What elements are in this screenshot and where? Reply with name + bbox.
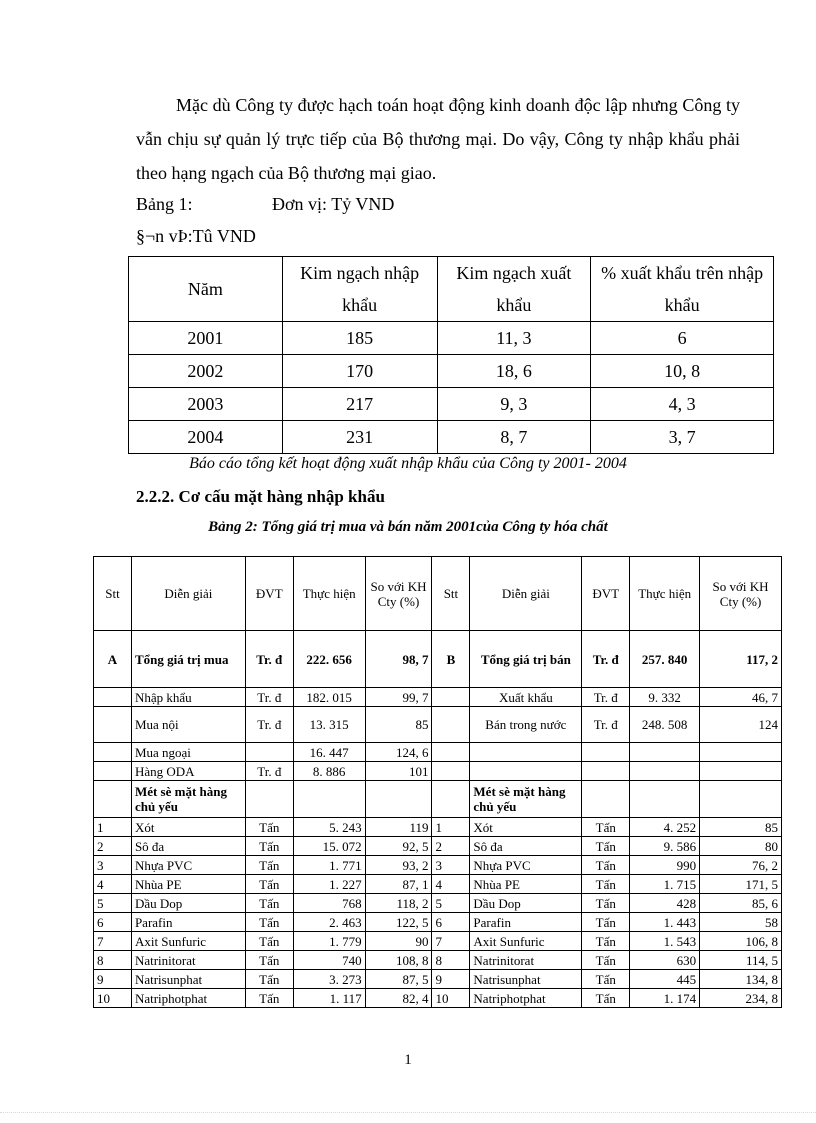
cell: Natriphotphat [470,989,582,1008]
cell: Tấn [245,970,293,989]
cell: 2 [432,837,470,856]
table-row [94,762,782,781]
cell: Parafin [470,913,582,932]
cell: Tấn [245,837,293,856]
cell: 7 [94,932,132,951]
cell [470,762,582,781]
cell: Mua ngoại [131,743,245,762]
cell: 93, 2 [365,856,432,875]
cell: Parafin [131,913,245,932]
cell: 3. 273 [293,970,365,989]
cell [700,781,782,818]
cell: 990 [630,856,700,875]
cell: 87, 5 [365,970,432,989]
cell [630,762,700,781]
header-cell: Thực hiện [630,557,700,631]
cell: 15. 072 [293,837,365,856]
cell: Bán trong nước [470,707,582,743]
table1-label: Bảng 1: [136,194,193,214]
table2-header [94,557,782,631]
cell: Nhập khẩu [131,688,245,707]
cell: 428 [630,894,700,913]
cell [582,781,630,818]
group-label-row [94,781,782,818]
cell: 8 [432,951,470,970]
cell: Xuất khẩu [470,688,582,707]
cell: 170 [282,355,437,388]
header-cell: Stt [432,557,470,631]
cell: Natrinitorat [131,951,245,970]
purchase-sales-table [93,556,782,1008]
cell: 3 [432,856,470,875]
cell: 3 [94,856,132,875]
cell: Natrinitorat [470,951,582,970]
table-row [129,421,774,454]
cell: Tr. đ [582,688,630,707]
table-row [94,856,782,875]
cell: 101 [365,762,432,781]
cell [94,762,132,781]
cell: 222. 656 [293,631,365,688]
cell: Tấn [582,913,630,932]
cell: 124, 6 [365,743,432,762]
cell: 92, 5 [365,837,432,856]
cell: 122, 5 [365,913,432,932]
cell: 2. 463 [293,913,365,932]
cell: 98, 7 [365,631,432,688]
cell [293,781,365,818]
cell [245,781,293,818]
cell: 1. 771 [293,856,365,875]
table-row [94,970,782,989]
cell: Tổng giá trị bán [470,631,582,688]
cell: 1. 227 [293,875,365,894]
cell: 182. 015 [293,688,365,707]
cell: 10, 8 [591,355,774,388]
intro-paragraph: Mặc dù Công ty được hạch toán hoạt động kinh doanh độc lập nhưng Công ty vẫn chịu sự quản lý trực tiếp của Bộ thương mại. Do vậy, Công ty nhập khẩu phải theo hạng ngạch của Bộ thương mại giao. [136,95,740,183]
cell [432,688,470,707]
cell: Axit Sunfuric [470,932,582,951]
cell: 217 [282,388,437,421]
cell: 171, 5 [700,875,782,894]
cell: 10 [432,989,470,1008]
cell: 630 [630,951,700,970]
cell: Tấn [582,989,630,1008]
cell [94,743,132,762]
cell: Nhùa PE [131,875,245,894]
table2-caption: Bảng 2: Tổng giá trị mua và bán năm 2001của Công ty hóa chất [208,519,608,535]
header-ratio: % xuất khẩu trên nhập khẩu [591,257,774,322]
cell: Tấn [245,913,293,932]
cell: 124 [700,707,782,743]
cell: 234, 8 [700,989,782,1008]
table-row [94,875,782,894]
cell: Tấn [582,894,630,913]
cell: Tấn [245,856,293,875]
cell: Natrisunphat [131,970,245,989]
cell: 768 [293,894,365,913]
cell: Tấn [245,818,293,837]
cell: Natriphotphat [131,989,245,1008]
cell: 6 [94,913,132,932]
header-cell: ĐVT [245,557,293,631]
cell [94,781,132,818]
header-cell: So với KH Cty (%) [700,557,782,631]
cell: 4, 3 [591,388,774,421]
cell: 85 [365,707,432,743]
cell: 13. 315 [293,707,365,743]
cell: Tr. đ [582,631,630,688]
cell: 1. 443 [630,913,700,932]
cell: Natrisunphat [470,970,582,989]
cell: Tấn [582,818,630,837]
cell: Dầu Dop [131,894,245,913]
cell: 740 [293,951,365,970]
cell: Tấn [582,875,630,894]
cell: 9 [432,970,470,989]
cell: 18, 6 [437,355,591,388]
cell: Tr. đ [245,688,293,707]
cell: 46, 7 [700,688,782,707]
cell: 248. 508 [630,707,700,743]
cell: 1. 779 [293,932,365,951]
header-cell: Thực hiện [293,557,365,631]
cell: 118, 2 [365,894,432,913]
table-row [94,951,782,970]
total-row [94,631,782,688]
cell: 9. 586 [630,837,700,856]
table-row [94,932,782,951]
cell [582,762,630,781]
cell: 4 [432,875,470,894]
cell [245,743,293,762]
cell: 185 [282,322,437,355]
header-year: Năm [129,257,283,322]
cell: 8 [94,951,132,970]
cell: 85, 6 [700,894,782,913]
page-bottom-rule [0,1112,816,1113]
cell: Hàng ODA [131,762,245,781]
table-row [129,388,774,421]
cell: Tấn [245,875,293,894]
cell: Tấn [245,932,293,951]
table1-unit: Đơn vị: Tỷ VND [272,194,395,214]
cell [432,707,470,743]
cell: Nhựa PVC [470,856,582,875]
cell [700,762,782,781]
cell: 231 [282,421,437,454]
cell: 87, 1 [365,875,432,894]
table-row [94,913,782,932]
cell: 10 [94,989,132,1008]
cell: 90 [365,932,432,951]
cell: Nhựa PVC [131,856,245,875]
cell: 3, 7 [591,421,774,454]
header-cell: ĐVT [582,557,630,631]
cell: 1 [432,818,470,837]
table-row [94,707,782,743]
cell: Tấn [582,932,630,951]
cell: 257. 840 [630,631,700,688]
cell: 5. 243 [293,818,365,837]
cell: Tấn [582,951,630,970]
cell: 16. 447 [293,743,365,762]
cell [432,743,470,762]
cell: Tổng giá trị mua [131,631,245,688]
table-row [129,322,774,355]
cell: Dầu Dop [470,894,582,913]
cell: 2 [94,837,132,856]
table-row [94,688,782,707]
cell: 8, 7 [437,421,591,454]
cell: Mua nội [131,707,245,743]
cell: Tấn [245,951,293,970]
cell: Axit Sunfuric [131,932,245,951]
cell: Tấn [245,894,293,913]
header-import: Kim ngạch nhập khẩu [282,257,437,322]
cell: 6 [432,913,470,932]
cell: 6 [591,322,774,355]
cell: 7 [432,932,470,951]
cell: Nhùa PE [470,875,582,894]
cell: Tấn [582,856,630,875]
cell: 4 [94,875,132,894]
cell [700,743,782,762]
table-row [129,355,774,388]
cell: 11, 3 [437,322,591,355]
cell: 1. 174 [630,989,700,1008]
table-row [94,989,782,1008]
cell: Xót [131,818,245,837]
cell: Tr. đ [245,707,293,743]
cell: A [94,631,132,688]
group-label-left: Mét sè mặt hàng chủ yếu [131,781,245,818]
cell [470,743,582,762]
cell: Tr. đ [582,707,630,743]
cell: 2002 [129,355,283,388]
cell: Tấn [582,970,630,989]
cell: Tr. đ [245,762,293,781]
page-number: 1 [404,1052,412,1068]
cell: 82, 4 [365,989,432,1008]
cell: 9. 332 [630,688,700,707]
cell: 119 [365,818,432,837]
cell: 2003 [129,388,283,421]
cell: 1. 543 [630,932,700,951]
cell [94,688,132,707]
cell [630,781,700,818]
cell [365,781,432,818]
cell [432,762,470,781]
cell [432,781,470,818]
table-row [94,818,782,837]
cell: 5 [432,894,470,913]
table-row [94,837,782,856]
items-body [94,818,782,1008]
cell: 2001 [129,322,283,355]
cell: Sô đa [470,837,582,856]
cell: 85 [700,818,782,837]
cell: Tấn [582,837,630,856]
cell: 80 [700,837,782,856]
cell: 106, 8 [700,932,782,951]
cell [94,707,132,743]
header-export: Kim ngạch xuất khẩu [437,257,591,322]
cell: 9 [94,970,132,989]
cell: 99, 7 [365,688,432,707]
cell: B [432,631,470,688]
header-cell: Diễn giải [470,557,582,631]
cell: 1. 715 [630,875,700,894]
cell: Tấn [245,989,293,1008]
table1-caption: Báo cáo tổng kết hoạt động xuất nhập khẩu của Công ty 2001- 2004 [189,455,627,472]
cell: 445 [630,970,700,989]
cell: Xót [470,818,582,837]
cell: 2004 [129,421,283,454]
cell: 9, 3 [437,388,591,421]
section-heading: 2.2.2. Cơ cấu mặt hàng nhập khẩu [136,487,385,506]
header-cell: So với KH Cty (%) [365,557,432,631]
import-export-table [128,256,774,454]
cell: 58 [700,913,782,932]
header-cell: Stt [94,557,132,631]
cell: 5 [94,894,132,913]
cell: 134, 8 [700,970,782,989]
cell: Tr. đ [245,631,293,688]
table-row [94,743,782,762]
cell: 1 [94,818,132,837]
garbled-unit-line: §¬n vÞ:Tû VND [136,226,256,246]
cell: 8. 886 [293,762,365,781]
table-row [94,894,782,913]
cell: Sô đa [131,837,245,856]
cell [582,743,630,762]
cell: 117, 2 [700,631,782,688]
cell: 1. 117 [293,989,365,1008]
header-cell: Diễn giải [131,557,245,631]
cell [630,743,700,762]
cell: 4. 252 [630,818,700,837]
cell: 114, 5 [700,951,782,970]
cell: 108, 8 [365,951,432,970]
cell: 76, 2 [700,856,782,875]
group-label-right: Mét sè mặt hàng chủ yếu [470,781,582,818]
